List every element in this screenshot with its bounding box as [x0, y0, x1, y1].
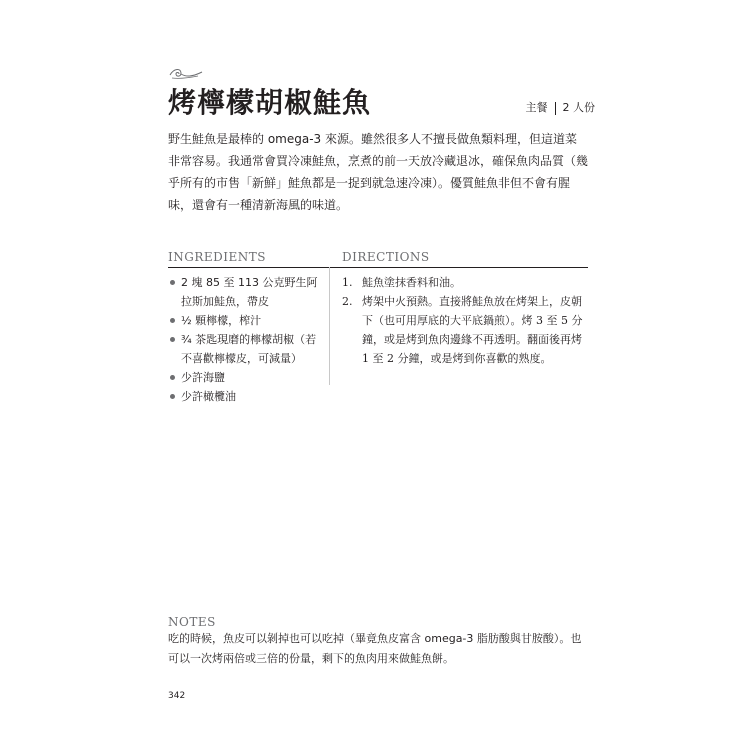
notes-heading: NOTES [168, 615, 216, 629]
ingredient-item [168, 387, 326, 406]
directions-list [342, 273, 588, 368]
recipe-title: 烤檸檬胡椒鮭魚 [168, 86, 372, 119]
ingredient-text: ½ 顆檸檬，榨汁 [181, 314, 262, 327]
directions-heading: DIRECTIONS [342, 250, 430, 264]
recipe-servings: 2 人份 [562, 101, 595, 114]
ingredient-item [168, 368, 326, 387]
step-number: 1. [342, 276, 353, 289]
section-rule [168, 267, 588, 268]
serving-separator [555, 102, 556, 115]
ingredient-item [168, 273, 326, 311]
page-number: 342 [168, 691, 186, 701]
ingredient-item [168, 330, 326, 368]
column-divider [329, 267, 330, 385]
bullet-icon [170, 318, 175, 323]
recipe-intro: 野生鮭魚是最棒的 omega-3 來源。雖然很多人不擅長做魚類料理，但這道菜非常容易。我通常會買冷凍鮭魚，烹煮的前一天放冷藏退冰，確保魚肉品質（幾乎所有的市售「新鮮」鮭魚都是一捉到就急速冷凍）。優質鮭魚非但不會有腥味，還會有一種清新海風的味道。 [168, 132, 589, 212]
ingredient-text: 2 塊 85 至 113 公克野生阿拉斯加鮭魚，帶皮 [181, 276, 318, 308]
bullet-icon [170, 394, 175, 399]
bullet-icon [170, 337, 175, 342]
ingredient-item [168, 311, 326, 330]
serving-info [526, 101, 596, 115]
ingredient-text: ¾ 茶匙現磨的檸檬胡椒（若不喜歡檸檬皮，可減量） [181, 333, 317, 365]
bullet-icon [170, 375, 175, 380]
step-number: 2. [342, 295, 353, 308]
ingredient-text: 少許橄欖油 [181, 390, 236, 403]
step-text: 鮭魚塗抹香料和油。 [362, 276, 461, 289]
step-text: 烤架中火預熱。直接將鮭魚放在烤架上，皮朝下（也可用厚底的大平底鍋煎）。烤 3 至 5 分鐘，或是烤到魚肉邊緣不再透明。翻面後再烤 1 至 2 分鐘，或是烤到你喜歡的熟度。 [362, 295, 583, 365]
ingredients-heading: INGREDIENTS [168, 250, 266, 264]
ingredients-list [168, 273, 326, 406]
ingredient-text: 少許海鹽 [181, 371, 225, 384]
bullet-icon [170, 280, 175, 285]
flourish-ornament-icon [168, 66, 204, 80]
recipe-category: 主餐 [525, 101, 548, 114]
direction-step [342, 273, 588, 292]
direction-step [342, 292, 588, 368]
notes-text: 吃的時候，魚皮可以剝掉也可以吃掉（畢竟魚皮富含 omega-3 脂肪酸與甘胺酸）。也可以一次烤兩倍或三倍的份量，剩下的魚肉用來做鮭魚餅。 [168, 632, 582, 665]
